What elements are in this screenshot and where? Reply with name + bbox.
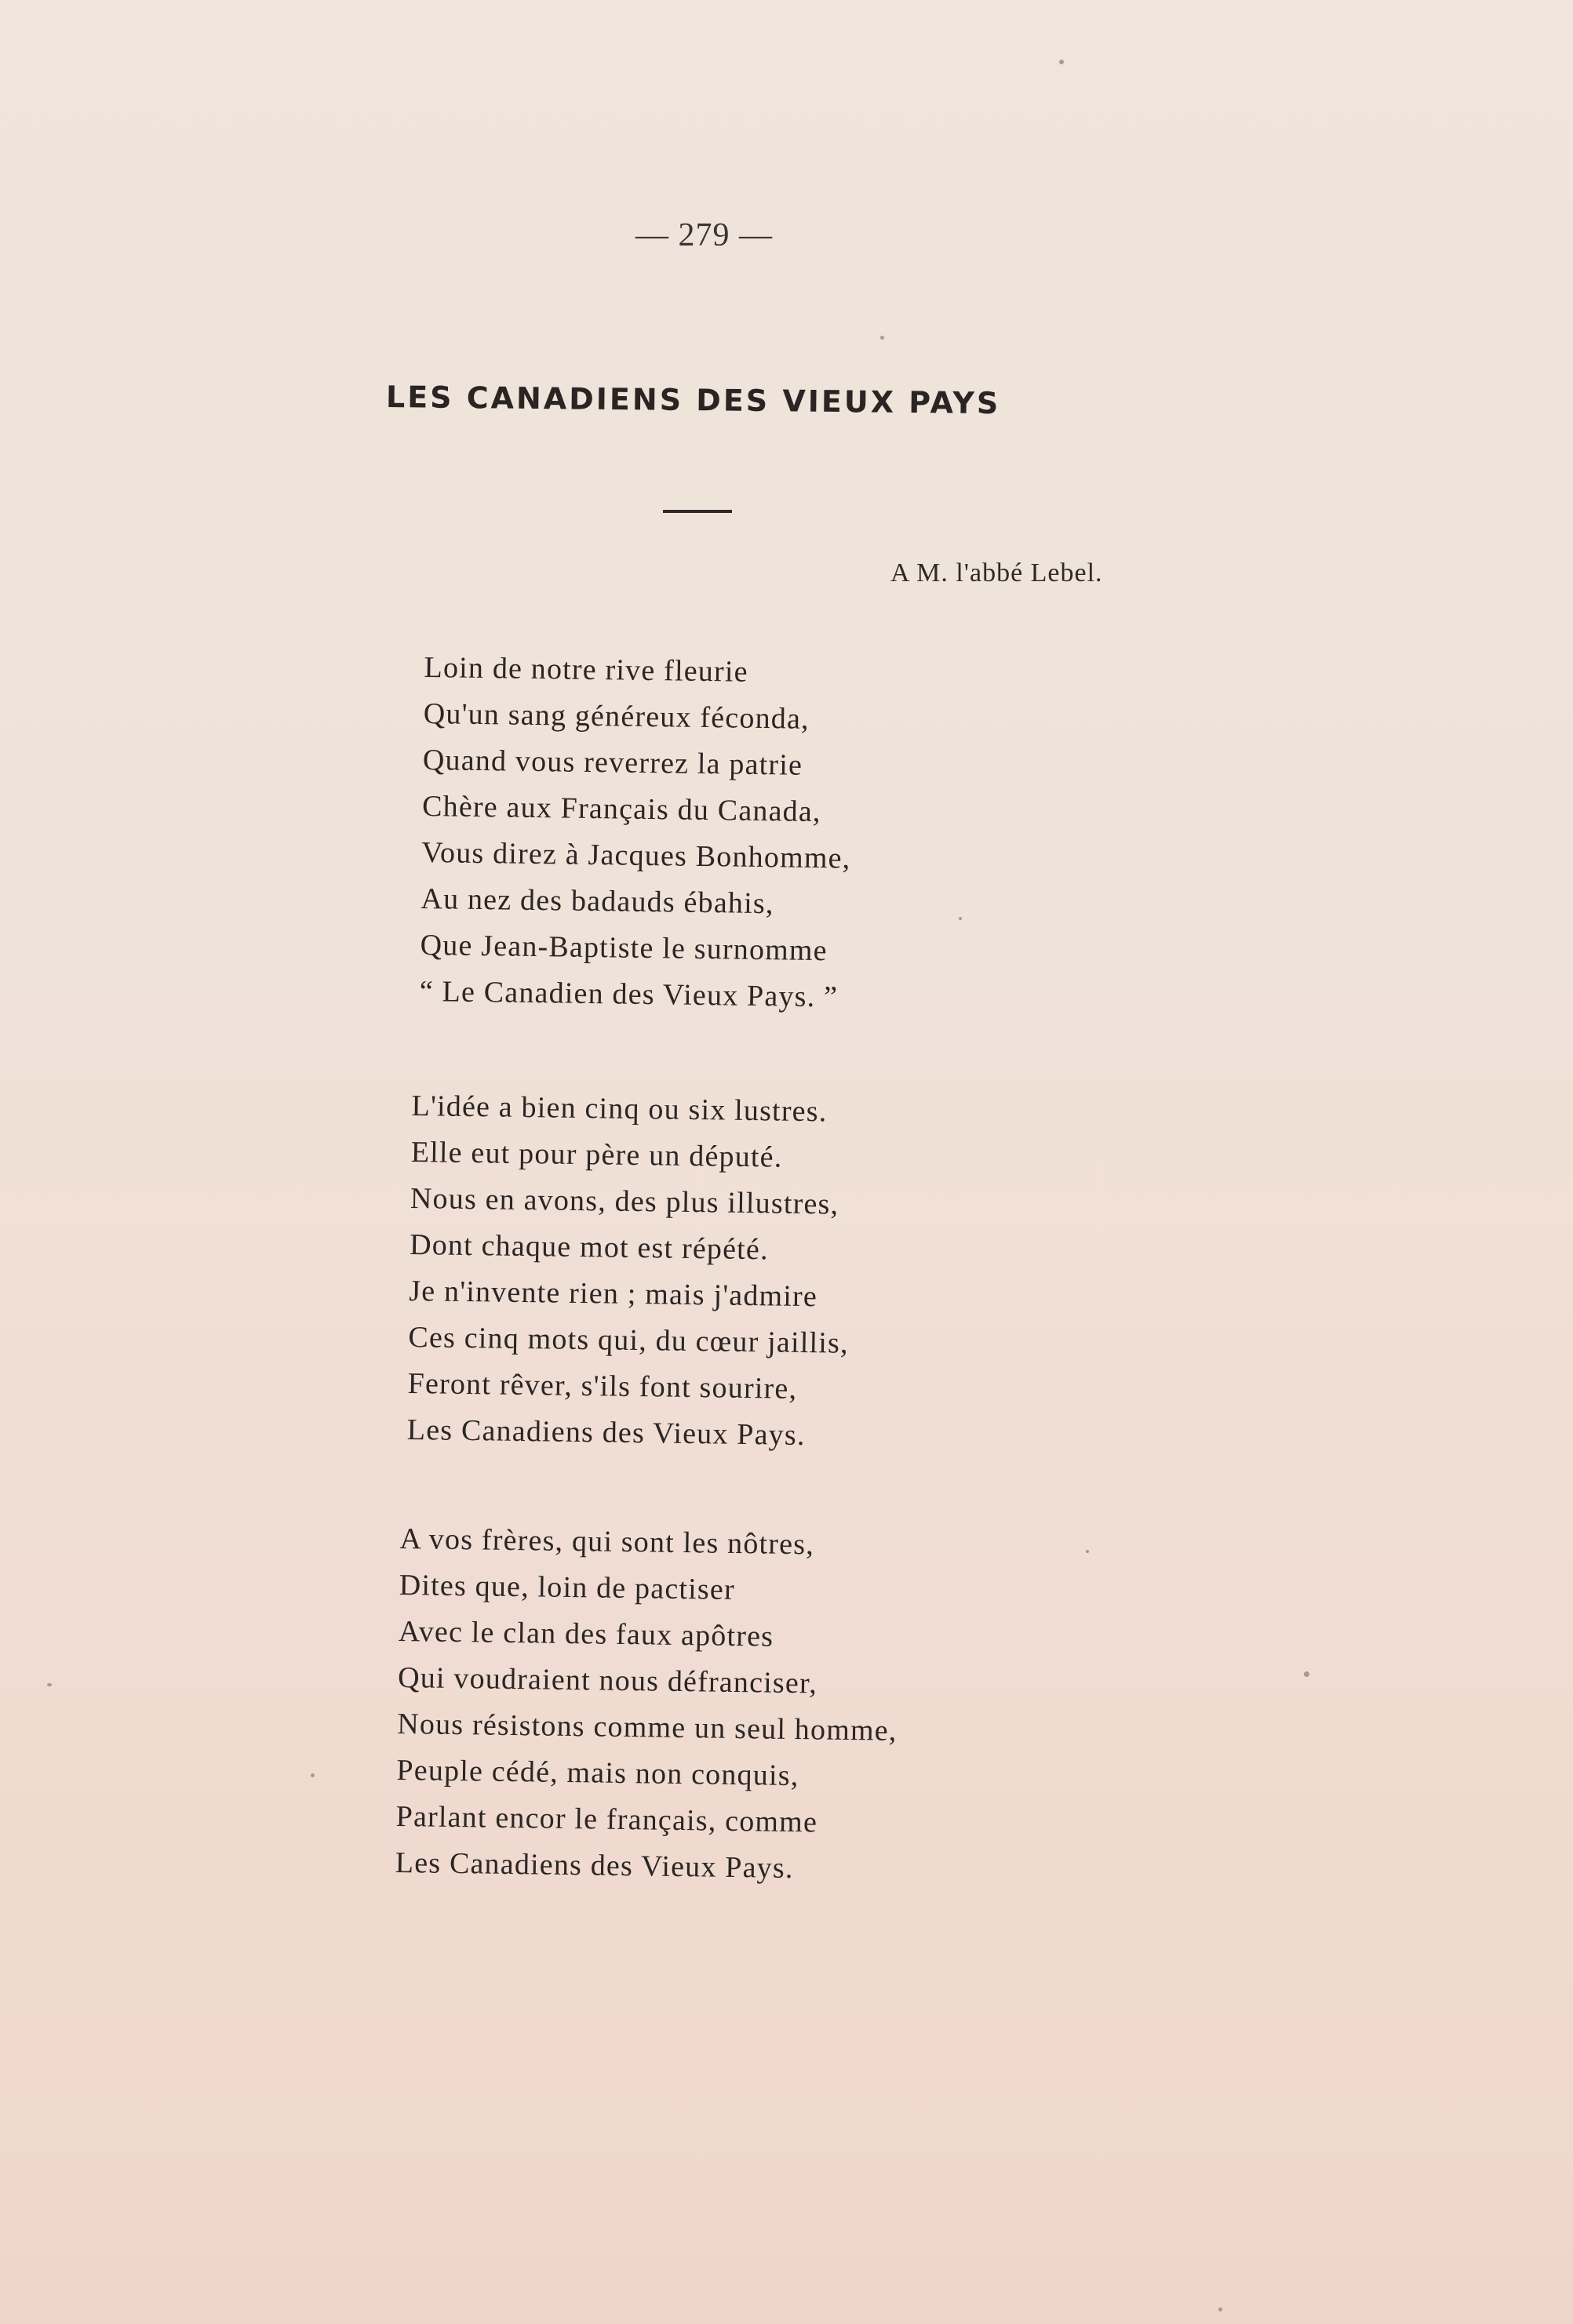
verse-line: Nous en avons, des plus illustres, xyxy=(410,1181,839,1221)
verse-line: Chère aux Français du Canada, xyxy=(421,789,821,829)
paper-speck xyxy=(1059,60,1064,64)
title-rule-divider xyxy=(663,510,732,513)
verse-line: Les Canadiens des Vieux Pays. xyxy=(406,1413,806,1453)
verse-line: Qu'un sang généreux féconda, xyxy=(423,696,810,736)
verse-line: A vos frères, qui sont les nôtres, xyxy=(399,1522,815,1562)
verse-line: Feront rêver, s'ils font sourire, xyxy=(407,1366,798,1406)
paper-speck xyxy=(880,336,884,340)
stanza-3 xyxy=(395,1516,900,1893)
verse-line: Qui voudraient nous défranciser, xyxy=(397,1660,818,1700)
verse-line: Au nez des badauds ébahis, xyxy=(421,882,774,921)
paper-speck xyxy=(47,1683,52,1686)
paper-speck xyxy=(1218,2308,1222,2311)
paper-speck xyxy=(959,917,962,920)
verse-line: Avec le clan des faux apôtres xyxy=(398,1614,774,1653)
verse-line: Je n'invente rien ; mais j'admire xyxy=(409,1274,818,1314)
verse-line: Elle eut pour père un député. xyxy=(410,1135,783,1174)
page-number: — 279 — xyxy=(635,217,773,253)
verse-line: Que Jean-Baptiste le surnomme xyxy=(420,928,828,968)
verse-line: Nous résistons comme un seul homme, xyxy=(397,1707,898,1748)
verse-line: Ces cinq mots qui, du cœur jaillis, xyxy=(408,1320,850,1360)
stanza-2 xyxy=(406,1083,852,1460)
verse-line: Loin de notre rive fleurie xyxy=(424,650,749,689)
paper-speck xyxy=(1086,1550,1089,1553)
verse-line: “ Le Canadien des Vieux Pays. ” xyxy=(419,974,839,1014)
verse-line: Dites que, loin de pactiser xyxy=(399,1568,736,1606)
verse-line: Dont chaque mot est répété. xyxy=(409,1227,770,1267)
verse-line: Quand vous reverrez la patrie xyxy=(422,743,803,782)
verse-line: L'idée a bien cinq ou six lustres. xyxy=(411,1089,828,1129)
verse-line: Vous direz à Jacques Bonhomme, xyxy=(421,835,851,875)
paper-speck xyxy=(1304,1671,1309,1677)
verse-line: Peuple cédé, mais non conquis, xyxy=(396,1753,799,1793)
paper-speck xyxy=(311,1773,315,1777)
stanza-1 xyxy=(419,645,854,1021)
poem-title: LES CANADIENS DES VIEUX PAYS xyxy=(385,380,1001,421)
dedication: A M. l'abbé Lebel. xyxy=(890,558,1103,587)
verse-line: Les Canadiens des Vieux Pays. xyxy=(395,1846,794,1886)
verse-line: Parlant encor le français, comme xyxy=(395,1799,818,1839)
